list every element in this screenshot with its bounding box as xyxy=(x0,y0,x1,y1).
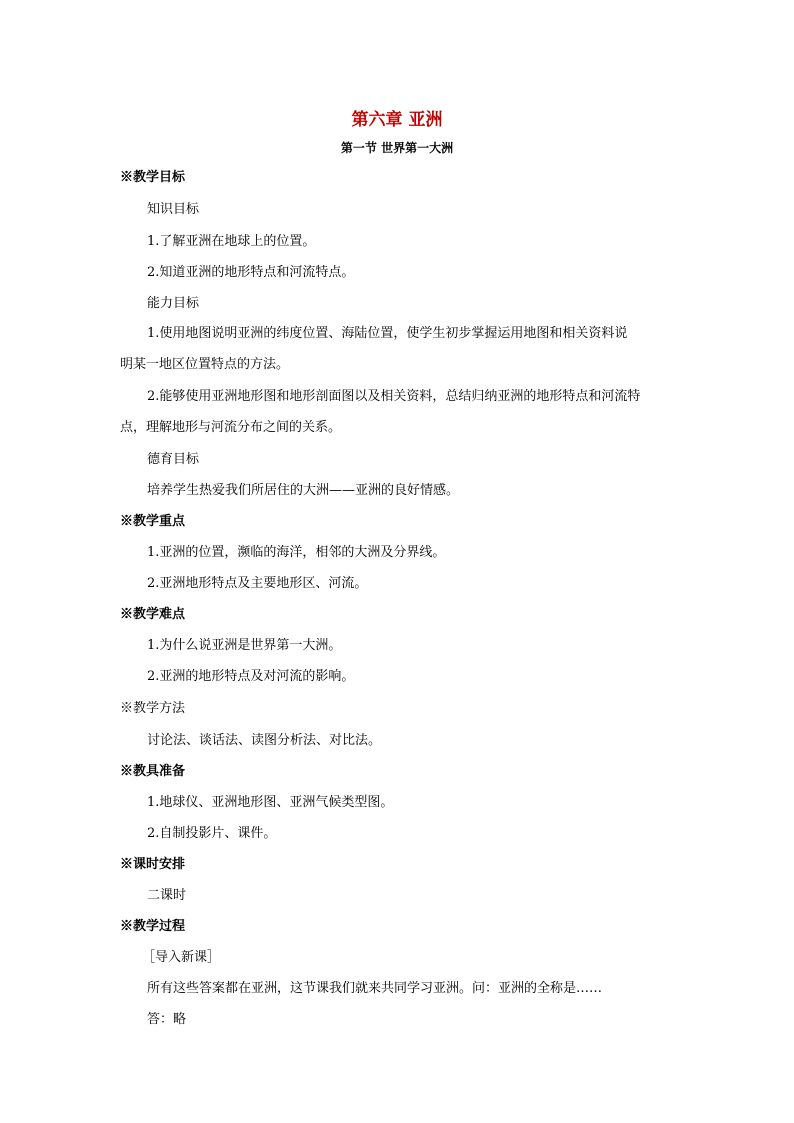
ability-item-2-line-2: 点，理解地形与河流分布之间的关系。 xyxy=(120,420,342,435)
difficulties-heading: ※教学难点 xyxy=(120,607,186,622)
ability-label: 能力目标 xyxy=(147,296,200,311)
tool-item-1: 1.地球仪、亚洲地形图、亚洲气候类型图。 xyxy=(147,795,394,810)
section-title: 第一节 世界第一大洲 xyxy=(340,141,454,155)
process-intro: ［导入新课］ xyxy=(142,950,221,965)
methods-text: 讨论法、谈话法、读图分析法、对比法。 xyxy=(147,733,382,748)
key-point-item-1: 1.亚洲的位置，濒临的海洋，相邻的大洲及分界线。 xyxy=(147,545,446,560)
process-text: 所有这些答案都在亚洲，这节课我们就来共同学习亚洲。问：亚洲的全称是…… xyxy=(147,981,603,996)
schedule-heading: ※课时安排 xyxy=(120,857,186,872)
process-answer: 答：略 xyxy=(147,1012,187,1027)
ability-item-1-line-1: 1.使用地图说明亚洲的纬度位置、海陆位置，使学生初步掌握运用地图和相关资料说 xyxy=(147,326,628,341)
tool-item-2: 2.自制投影片、课件。 xyxy=(147,826,277,841)
ability-item-1-line-2: 明某一地区位置特点的方法。 xyxy=(120,357,290,372)
key-point-item-2: 2.亚洲地形特点及主要地形区、河流。 xyxy=(147,576,368,591)
key-points-heading: ※教学重点 xyxy=(120,514,186,529)
methods-heading: ※教学方法 xyxy=(120,701,186,716)
process-heading: ※教学过程 xyxy=(120,919,186,934)
knowledge-item-2: 2.知道亚洲的地形特点和河流特点。 xyxy=(147,265,355,280)
difficulty-item-1: 1.为什么说亚洲是世界第一大洲。 xyxy=(147,638,342,653)
knowledge-label: 知识目标 xyxy=(147,202,200,217)
chapter-title: 第六章 亚洲 xyxy=(351,110,443,130)
ability-item-2-line-1: 2.能够使用亚洲地形图和地形剖面图以及相关资料，总结归纳亚洲的地形特点和河流特 xyxy=(147,389,641,404)
objectives-heading: ※教学目标 xyxy=(120,170,186,185)
difficulty-item-2: 2.亚洲的地形特点及对河流的影响。 xyxy=(147,669,355,684)
knowledge-item-1: 1.了解亚洲在地球上的位置。 xyxy=(147,234,316,249)
schedule-text: 二课时 xyxy=(147,888,187,903)
moral-label: 德育目标 xyxy=(147,452,200,467)
tools-heading: ※教具准备 xyxy=(120,764,186,779)
moral-item-1: 培养学生热爱我们所居住的大洲——亚洲的良好情感。 xyxy=(147,483,460,498)
